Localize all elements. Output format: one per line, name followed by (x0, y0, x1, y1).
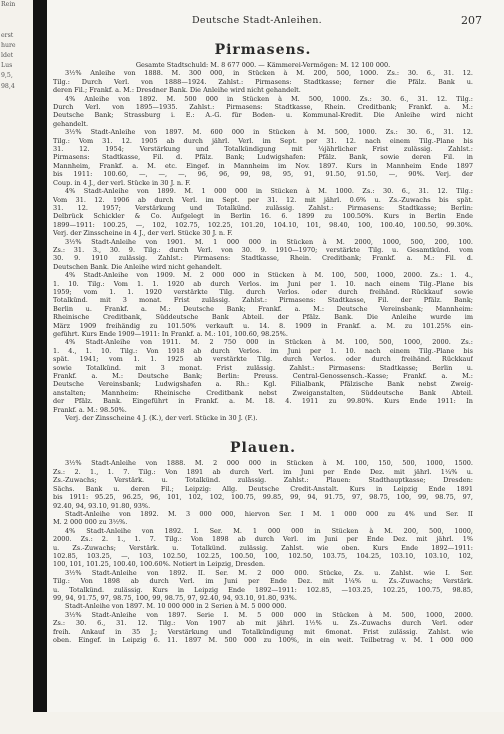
adjacent-page-fragment (0, 601, 33, 611)
text-line: 3½% Anleihe von 1888. M. 300 000, in Stücken à M. 200, 500, 1000. Zs.: 30. 6., 31. 12. (65, 69, 473, 78)
adjacent-page-fragment (0, 92, 33, 102)
text-line: 2000. Zs.: 2. 1., 1. 7. Tilg.: Von 1898 ab durch Verl. im Juni per Ende Dez. mit jährl. 1% (53, 535, 473, 544)
text-line: der Pfälz. Bank. Eingeführt in Frankf. a. M. 18. 4. 1911 zu 99.80%. Kurs Ende 1911: In (53, 397, 473, 406)
text-line: 3½% Stadt-Anleihe von 1897. M. 600 000 in Stücken à M. 500, 1000. Zs.: 30. 6., 31. 12. (65, 128, 473, 137)
text-line: 30. 9. 1910 zulässig. Zahlst.: Pirmasens: Stadtkasse, Rhein. Creditbank; Frankf. a. M.: Fil. d. (53, 254, 473, 263)
running-header-title: Deutsche Stadt-Anleihen. (192, 15, 322, 26)
adjacent-page-fragment (0, 560, 33, 570)
adjacent-page-fragment (0, 316, 33, 326)
running-header (47, 14, 482, 29)
text-line: Frankf. a. M.: 98.50%. (53, 405, 127, 414)
text-line: Deutsche Bank; Strassburg i. E.: A.-G. für Boden- u. Kommunal-Kredit. Die Anleihe wird nicht (53, 111, 473, 120)
adjacent-page-fragment: 9,5, (1, 72, 13, 80)
text-line: 4% Anleihe von 1892. M. 500 000 in Stücken à M. 500, 1000. Zs.: 30. 6., 31. 12. Tilg.: (65, 94, 473, 103)
text-line: Zs.: 31. 3., 30. 9. Tilg.: durch Verl. von 30. 9. 1910—1970; verstärkte Tilg. u. Gesamtkünd. vom (53, 245, 473, 254)
adjacent-page-fragment (0, 550, 33, 560)
text-line: 3½% Stadt-Anleihe von 1897. Serie I. M. 5 000 000 in Stücken à M. 500, 1000, 2000. (65, 610, 473, 619)
adjacent-page-fragment (0, 306, 33, 316)
city-heading: Pirmasens. (214, 42, 312, 58)
adjacent-page-fragment (0, 285, 33, 295)
text-line: Pirmasens: Stadtkasse, Fil. d. Pfälz. Bank; Ludwigshafen: Pfälz. Bank, sowie deren Fil. in (53, 153, 473, 162)
adjacent-page-margin (0, 0, 33, 712)
adjacent-page-fragment (0, 652, 33, 662)
adjacent-page-fragment (0, 489, 33, 499)
adjacent-page-fragment (0, 265, 33, 275)
text-line: bis 1911: 95.25, 96.25, 96, 101, 102, 102, 100.75, 99.85, 99, 94, 91.75, 97, 98.75, 100, 99, 98.75, 97, (53, 493, 473, 502)
adjacent-page-fragment (0, 632, 33, 642)
text-line: gehandelt. (53, 119, 89, 128)
text-line: Tilg.: Von 1898 ab durch Verl. im Juni per Ende Dez. mit 1¼% u. Zs.-Zuwachs; Verstärk. (53, 577, 473, 586)
text-line: Coup. in 4 J., der verl. Stücke in 30 J. n. F. (53, 178, 191, 187)
adjacent-page-fragment (0, 234, 33, 244)
text-line: Stadt-Anleihe von 1892. M. 3 000 000, hiervon Ser. I M. 1 000 000 zu 4% und Ser. II (65, 509, 473, 518)
adjacent-page-fragment (0, 581, 33, 591)
adjacent-page-fragment (0, 275, 33, 285)
adjacent-page-fragment (0, 143, 33, 153)
text-line: 3½% Stadt-Anleihe von 1901. M. 1 000 000 in Stücken à M. 2000, 1000, 500, 200, 100. (65, 237, 473, 246)
text-line: März 1909 freihändig zu 101.50% verkauft u. 14. 8. 1909 in Frankf. a. M. zu 101.25% ein- (53, 321, 473, 330)
adjacent-page-fragment: erst (1, 31, 14, 39)
text-line: 1959; vom 1. 1. 1920 verstärkte Tilg. durch Verlos. oder durch freihänd. Rückkauf sowie (53, 287, 473, 296)
adjacent-page-fragment (0, 408, 33, 418)
adjacent-page-fragment (0, 621, 33, 631)
adjacent-page-fragment (0, 204, 33, 214)
adjacent-page-fragment (0, 428, 33, 438)
adjacent-page-fragment (0, 387, 33, 397)
adjacent-page-fragment (0, 10, 33, 20)
adjacent-page-fragment (0, 723, 33, 733)
adjacent-page-fragment (0, 183, 33, 193)
adjacent-page-fragment (0, 713, 33, 723)
text-line: Deutschen Bank. Die Anleihe wird nicht gehandelt. (53, 262, 222, 271)
text-line: Tilg.: Durch Verl. von 1888—1924. Zahlst.: Pirmasens: Stadtkasse; ferner die Pfälz. Bank u. (53, 77, 473, 86)
text-line: Gesamte Stadtschuld: M. 8 677 000. — Kämmerei-Vermögen: M. 12 100 000. (135, 61, 391, 69)
adjacent-page-fragment (0, 530, 33, 540)
adjacent-page-fragment (0, 346, 33, 356)
adjacent-page-fragment (0, 509, 33, 519)
text-line: sowie Totalkünd. mit 3 monat. Frist zulässig. Zahlst.: Pirmasens: Stadtkasse; Berlin u. (53, 363, 473, 372)
text-line: Tilg.: Vom 31. 12. 1905 ab durch jährl. Verl. im Sept. per 31. 12. nach einem Tilg.-Plane bis (53, 136, 473, 145)
text-line: 4% Stadt-Anleihe von 1911. M. 2 750 000 in Stücken à M. 100, 500, 1000, 2000. Zs.: (65, 338, 473, 347)
adjacent-page-fragment (0, 326, 33, 336)
text-line: geführt. Kurs Ende 1909—1911: In Frankf. a. M.: 101, 100.60, 98.25%. (53, 330, 288, 338)
adjacent-page-fragment (0, 448, 33, 458)
adjacent-page-fragment (0, 683, 33, 693)
adjacent-page-fragment (0, 479, 33, 489)
book-page (47, 0, 504, 712)
adjacent-page-fragment (0, 642, 33, 652)
text-line: Zs.-Zuwachs; Verstärk. u. Totalkünd. zulässig. Zahlst.: Plauen: Stadthauptkasse; Dresden: (53, 476, 473, 485)
adjacent-page-fragment (0, 357, 33, 367)
adjacent-page-fragment (0, 540, 33, 550)
adjacent-page-fragment (0, 469, 33, 479)
adjacent-page-fragment: ldet (1, 51, 14, 59)
adjacent-page-fragment (0, 438, 33, 448)
text-line: 4% Stadt-Anleihe von 1892. I. Ser. M. 1 000 000 in Stücken à M. 200, 500, 1000, (65, 526, 473, 535)
text-line: Frankf. a. M.: Deutsche Bank; Berlin: Preuss. Central-Genossensch.-Kasse; Frankf. a. M.: (53, 372, 473, 381)
text-line: Verj. der Zinsscheine in 4 J., der verl. Stücke 30 J. n. F. (53, 229, 233, 238)
city-heading: Plauen. (229, 440, 297, 457)
adjacent-page-fragment (0, 418, 33, 428)
text-line: 99, 94, 91.75, 97, 98.75, 100, 99, 98.75, 97, 92.40, 94, 93.10, 91.80, 93%. (53, 593, 297, 602)
adjacent-page-fragment (0, 520, 33, 530)
text-line: Deutsche Vereinsbank; Ludwigshafen a. Rh.: Kgl. Filialbank, Pfälzische Bank nebst Zweig- (53, 380, 473, 389)
adjacent-page-fragment (0, 122, 33, 132)
adjacent-page-fragment (0, 571, 33, 581)
adjacent-page-fragment: hure (1, 41, 16, 49)
page-body (53, 32, 473, 712)
adjacent-page-fragment (0, 336, 33, 346)
adjacent-page-fragment (0, 173, 33, 183)
adjacent-page-fragment: 98,4 (1, 82, 15, 90)
text-line: 3½% Stadt-Anleihe von 1892. II. Ser. M. 2 000 000. Stücke, Zs. u. Zahlst. wie I. Ser. (65, 568, 473, 577)
page-number: 207 (461, 14, 482, 27)
adjacent-page-fragment (0, 377, 33, 387)
text-line: 4% Stadt-Anleihe von 1909. M. 2 000 000 in Stücken à M. 100, 500, 1000, 2000. Zs.: 1. 4., (65, 271, 473, 280)
adjacent-page-fragment (0, 255, 33, 265)
text-line: 31. 12. 1954; Verstärkung und Totalkündigung mit ¼jährlicher Frist zulässig. Zahlst.: (53, 145, 473, 154)
text-line: 1. 4., 1. 10. Tilg.: Von 1918 ab durch Verlos. im Juni per 1. 10. nach einem Tilg.-Plane bis (53, 346, 473, 355)
text-line: u. Zs.-Zuwachs; Verstärk. u. Totalkünd. zulässig. Zahlst. wie oben. Kurs Ende 1892—1911: (53, 543, 473, 552)
text-line: 1899—1911: 100.25, —, 102, 102.75, 102.25, 101.20, 104.10, 101, 98.40, 100, 100.40, 100.50, 99.30%. (53, 220, 473, 229)
adjacent-page-fragment (0, 224, 33, 234)
text-line: Zs.: 30. 6., 31. 12. Tilg.: Von 1907 ab mit jährl. 1½% u. Zs.-Zuwachs durch Verl. oder (53, 619, 473, 628)
text-line: Durch Verl. von 1895—1935. Zahlst.: Pirmasens: Stadtkasse, Rhein. Creditbank; Frankf. a. M.: (53, 103, 473, 112)
text-line: Delbrück Schickler & Co. Aufgelegt in Berlin 16. 6. 1899 zu 100.50%. Kurs in Berlin Ende (53, 212, 473, 221)
adjacent-page-fragment (0, 194, 33, 204)
adjacent-page-fragment (0, 367, 33, 377)
adjacent-page-fragment (0, 153, 33, 163)
text-line: bis 1911: 100.60, —, —, —, 96, 96, 99, 98, 95, 91, 91.50, 91.50, —, 90%. Verj. der (53, 170, 473, 179)
adjacent-page-fragment: Rein (1, 1, 16, 8)
text-line: Rheinische Creditbank, Süddeutsche Bank Abteil. der Pfälz. Bank. Die Anleihe wurde im (53, 313, 473, 322)
text-line: u. Totalkünd. zulässig. Kurs in Leipzig Ende 1892—1911: 102.85, —103.25, 102.25, 100.75, 98.85, (53, 585, 473, 594)
adjacent-page-fragment (0, 591, 33, 601)
adjacent-page-fragment (0, 397, 33, 407)
text-line: Verj. der Zinsscheine 4 J. (K.), der verl. Stücke in 30 J. (F.). (65, 414, 258, 423)
text-line: deren Fil.; Frankf. a. M.: Dresdner Bank. Die Anleihe wird nicht gehandelt. (53, 86, 301, 95)
text-line: 102.85, 103.25, —, 103, 102.50, 102.25, 100.50, 100, 102.50, 103.75, 104.25, 103.10, 103.10, 102, (53, 551, 473, 560)
text-line: oben. Eingef. in Leipzig 6. 11. 1897 M. 500 000 zu 100%, in ein weit. Teilbetrag v. M. 1 000 000 (53, 636, 473, 644)
adjacent-page-fragment: Lus (1, 62, 13, 70)
text-line: Totalkünd. mit 3 monat. Frist zulässig. Zahlst.: Pirmasens: Stadtkasse, Fil. der Pfälz. Bank; (53, 296, 473, 305)
text-line: 3½% Stadt-Anleihe von 1888. M. 2 000 000 in Stücken à M. 100, 150, 500, 1000, 1500. (65, 459, 473, 468)
text-line: 1. 10. Tilg.: Vom 1. 1. 1920 ab durch Verlos. im Juni per 1. 10. nach einem Tilg.-Plane bis (53, 279, 473, 288)
text-line: anstalten; Mannheim: Rheinische Creditbank nebst Zweiganstalten, Süddeutsche Bank Abteil. (53, 388, 473, 397)
text-line: Berlin u. Frankf. a. M.: Deutsche Bank; Frankf. a. M.: Deutsche Vereinsbank; Mannheim: (53, 304, 473, 313)
adjacent-page-fragment (0, 163, 33, 173)
adjacent-page-fragment (0, 611, 33, 621)
adjacent-page-fragment (0, 662, 33, 672)
adjacent-page-fragment (0, 20, 33, 30)
adjacent-page-fragment (0, 499, 33, 509)
text-line: 92.40, 94, 93.10, 91.80, 93%. (53, 501, 151, 510)
adjacent-page-fragment (0, 458, 33, 468)
text-line: Zs.: 2. 1., 1. 7. Tilg.: Von 1891 ab durch Verl. im Juni per Ende Dez. mit jährl. 1¼% u. (53, 467, 473, 476)
adjacent-page-fragment (0, 693, 33, 703)
adjacent-page-fragment (0, 132, 33, 142)
book-gutter-shadow (33, 0, 47, 712)
text-line: freih. Ankauf in 35 J.; Verstärkung und Totalkündigung mit 6monat. Frist zulässig. Zahlst. wie (53, 627, 473, 636)
text-line: 100, 101, 101.25, 100.40, 100.60%. Notiert in Leipzig, Dresden. (53, 560, 266, 569)
text-line: Sächs. Bank u. deren Fil.; Leipzig: Allg. Deutsche Credit-Anstalt. Kurs in Leipzig Ende 1891 (53, 484, 473, 493)
adjacent-page-fragment (0, 102, 33, 112)
adjacent-page-fragment (0, 672, 33, 682)
adjacent-page-fragment (0, 112, 33, 122)
text-line: 4% Stadt-Anleihe von 1899. M. 1 000 000 in Stücken à M. 1000. Zs.: 30. 6., 31. 12. Tilg.: (65, 187, 473, 196)
adjacent-page-fragment (0, 245, 33, 255)
text-line: 31. 12. 1957; Verstärkung und Totalkünd. zulässig. Zahlst.: Pirmasens: Stadtkasse; Berlin: (53, 203, 473, 212)
text-line: Vom 31. 12. 1906 ab durch Verl. im Sept. per 31. 12. mit jährl. 0.6% u. Zs.-Zuwachs bis spät. (53, 195, 473, 204)
adjacent-page-fragment (0, 295, 33, 305)
text-line: spät. 1941; vom 1. 1. 1925 ab verstärkte Tilg. durch Verlos. oder durch freihänd. Rückkauf (53, 355, 473, 364)
text-line: Mannheim, Frankf. a. M. etc. Eingef. in Mannheim im Nov. 1897. Kurs in Mannheim Ende 1897 (53, 161, 473, 170)
text-line: M. 2 000 000 zu 3½%. (53, 518, 128, 527)
adjacent-page-fragment (0, 214, 33, 224)
text-line: Stadt-Anleihe von 1897. M. 10 000 000 in 2 Serien à M. 5 000 000. (65, 602, 287, 611)
